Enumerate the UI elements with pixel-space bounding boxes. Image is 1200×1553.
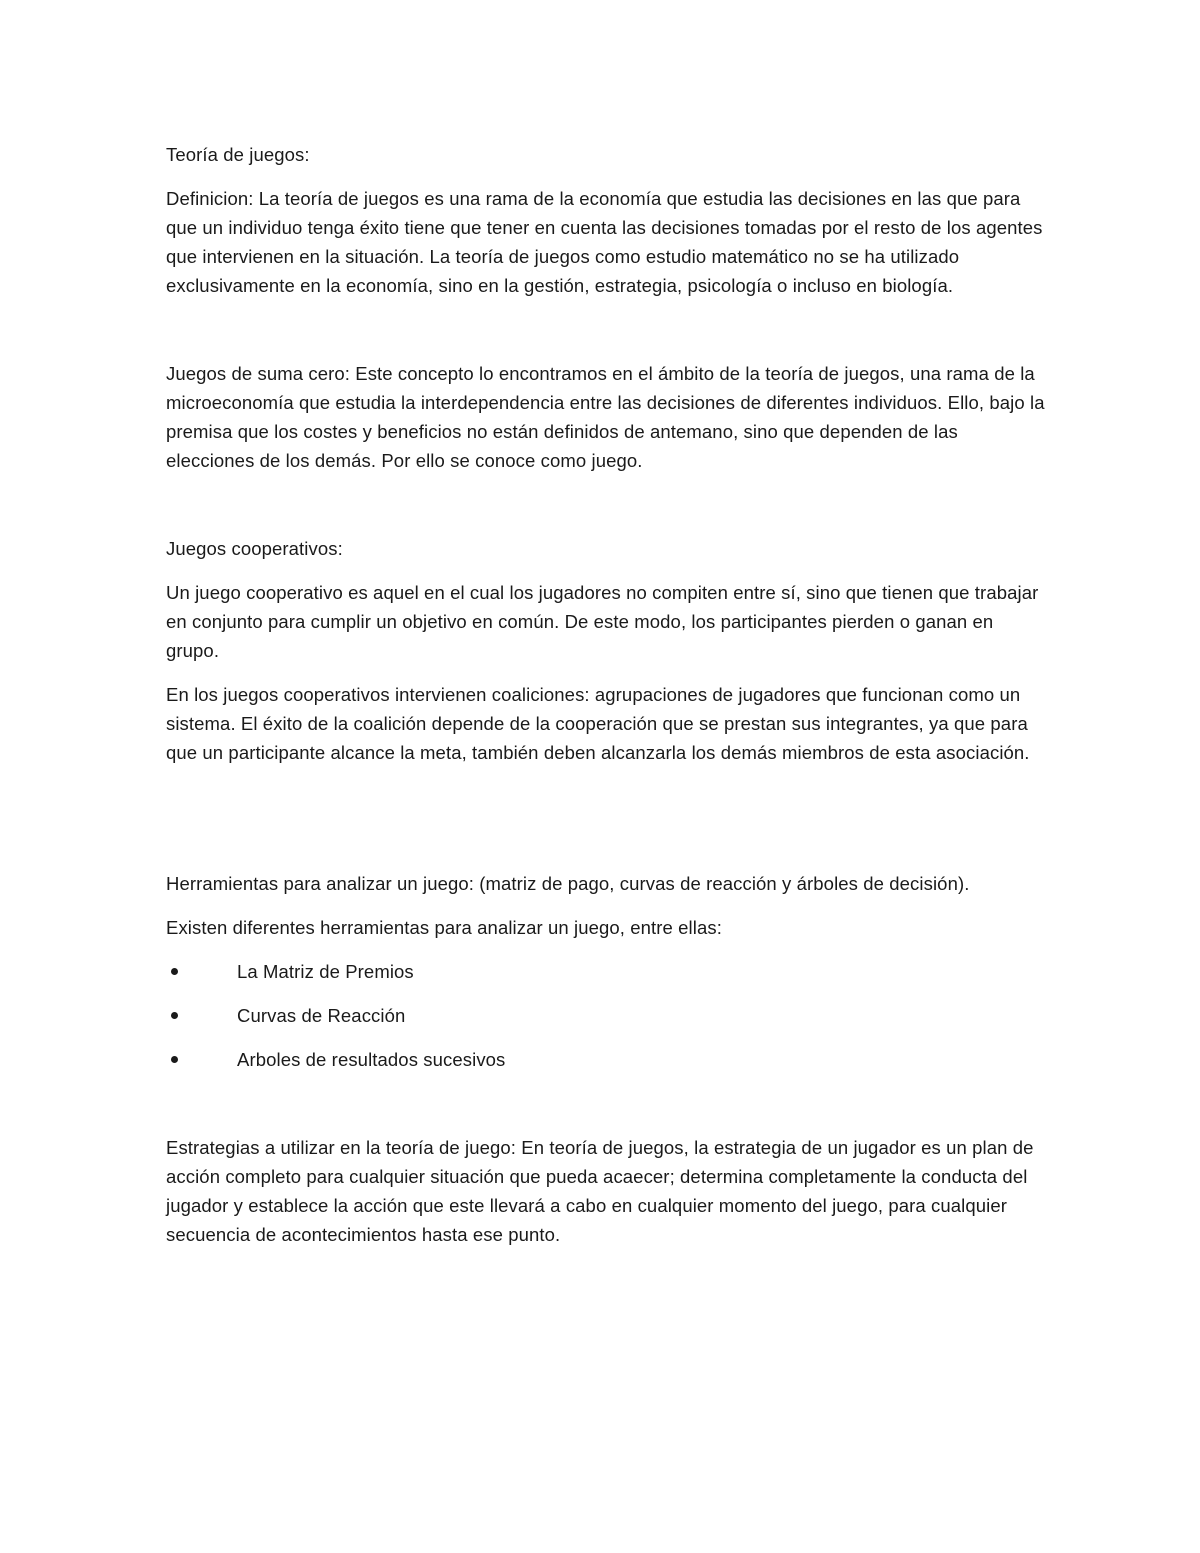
- herramientas-list: [166, 957, 1046, 1074]
- list-item-label: Arboles de resultados sucesivos: [237, 1049, 506, 1070]
- document-body: [166, 140, 1046, 1264]
- bullet-icon: [171, 968, 178, 975]
- spacer: [166, 1089, 1046, 1133]
- spacer: [166, 490, 1046, 534]
- list-item-label: La Matriz de Premios: [237, 961, 414, 982]
- estrategias-paragraph: Estrategias a utilizar en la teoría de juego: En teoría de juegos, la estrategia de un jugador es un plan de acción completo para cualquier situación que pueda acaecer; determina completamente la conducta del jugador y establece la acción que este llevará a cabo en cualquier momento del juego, para cualquier secuencia de acontecimientos hasta ese punto.: [166, 1137, 1034, 1245]
- cooperativos-heading: Juegos cooperativos:: [166, 538, 343, 559]
- list-item: [166, 1001, 1046, 1030]
- spacer: [166, 782, 1046, 869]
- list-item: [166, 957, 1046, 986]
- definicion-paragraph: Definicion: La teoría de juegos es una rama de la economía que estudia las decisiones en las que para que un individuo tenga éxito tiene que tener en cuenta las decisiones tomadas por el resto de los agentes que intervienen en la situación. La teoría de juegos como estudio matemático no se ha utilizado exclusivamente en la economía, sino en la gestión, estrategia, psicología o incluso en biología.: [166, 188, 1043, 296]
- spacer: [166, 315, 1046, 359]
- cooperativos-paragraph-1: Un juego cooperativo es aquel en el cual los jugadores no compiten entre sí, sino que tienen que trabajar en conjunto para cumplir un objetivo en común. De este modo, los participantes pierden o ganan en grupo.: [166, 582, 1039, 661]
- herramientas-heading: Herramientas para analizar un juego: (matriz de pago, curvas de reacción y árboles de decisión).: [166, 873, 970, 894]
- herramientas-intro: Existen diferentes herramientas para analizar un juego, entre ellas:: [166, 917, 722, 938]
- cooperativos-paragraph-2: En los juegos cooperativos intervienen coaliciones: agrupaciones de jugadores que funcionan como un sistema. El éxito de la coalición depende de la cooperación que se prestan sus integrantes, ya que para que un participante alcance la meta, también deben alcanzarla los demás miembros de esta asociación.: [166, 684, 1030, 763]
- suma-cero-paragraph: Juegos de suma cero: Este concepto lo encontramos en el ámbito de la teoría de juegos, una rama de la microeconomía que estudia la interdependencia entre las decisiones de diferentes individuos. Ello, bajo la premisa que los costes y beneficios no están definidos de antemano, sino que dependen de las elecciones de los demás. Por ello se conoce como juego.: [166, 363, 1045, 471]
- teoria-heading: Teoría de juegos:: [166, 144, 310, 165]
- list-item-label: Curvas de Reacción: [237, 1005, 406, 1026]
- bullet-icon: [171, 1012, 178, 1019]
- list-item: [166, 1045, 1046, 1074]
- bullet-icon: [171, 1056, 178, 1063]
